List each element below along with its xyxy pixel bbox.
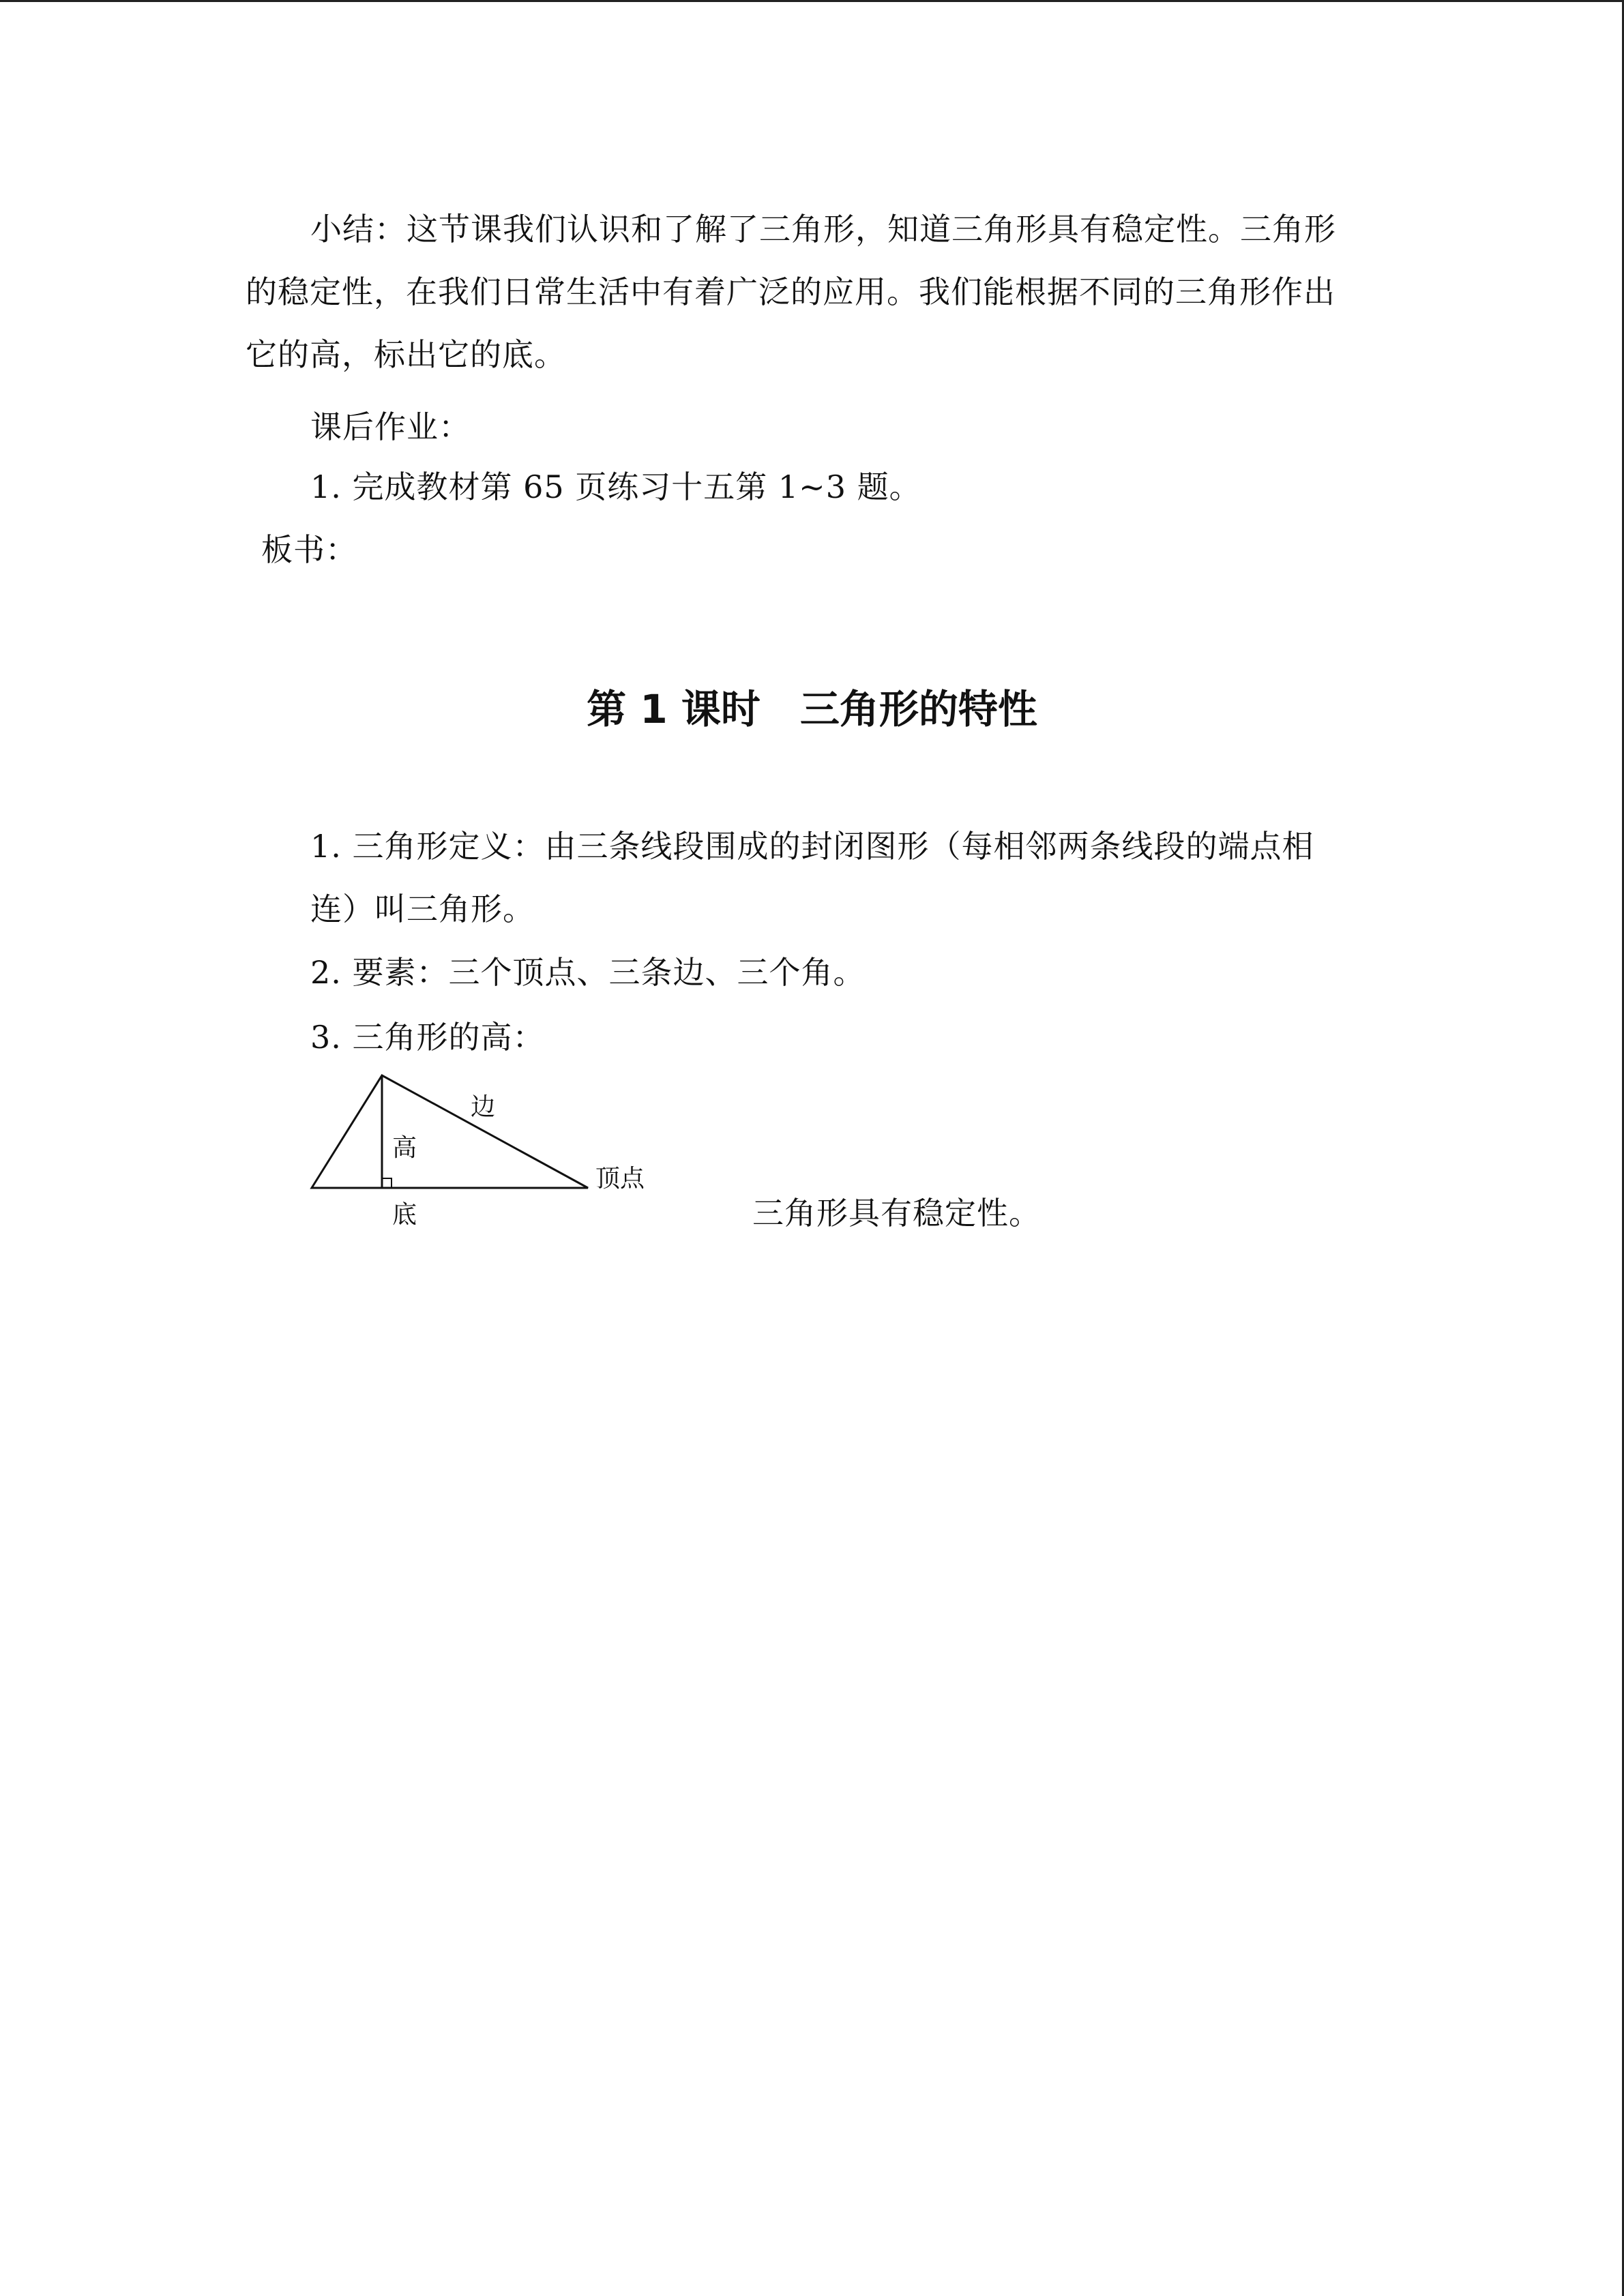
label-side: 边 [471,1093,496,1121]
summary-paragraph: 小结：这节课我们认识和了解了三角形，知道三角形具有稳定性。三角形的稳定性，在我们日常生活中有着广泛的应用。我们能根据不同的三角形作出它的高，标出它的底。 [246,211,1336,373]
label-vertex: 顶点 [595,1165,645,1193]
triangle-diagram [304,1067,685,1234]
point-1-line-1: 1. 三角形定义：由三条线段围成的封闭图形（每相邻两条线段的端点相 [310,828,1314,865]
label-height: 高 [392,1134,417,1162]
triangle-shape [312,1075,588,1188]
point-3: 3. 三角形的高： [310,1019,545,1056]
board-heading: 板书： [261,531,357,568]
homework-heading: 课后作业： [310,408,471,445]
homework-item-1: 1. 完成教材第 65 页练习十五第 1~3 题。 [310,468,921,505]
point-2: 2. 要素：三个顶点、三条边、三个角。 [310,954,866,991]
label-base: 底 [392,1201,417,1229]
right-angle-mark [382,1178,392,1188]
point-1-line-2: 连）叫三角形。 [310,891,535,927]
stability-statement: 三角形具有稳定性。 [752,1195,1041,1232]
lesson-title: 第 1 课时 三角形的特性 [587,686,1037,732]
